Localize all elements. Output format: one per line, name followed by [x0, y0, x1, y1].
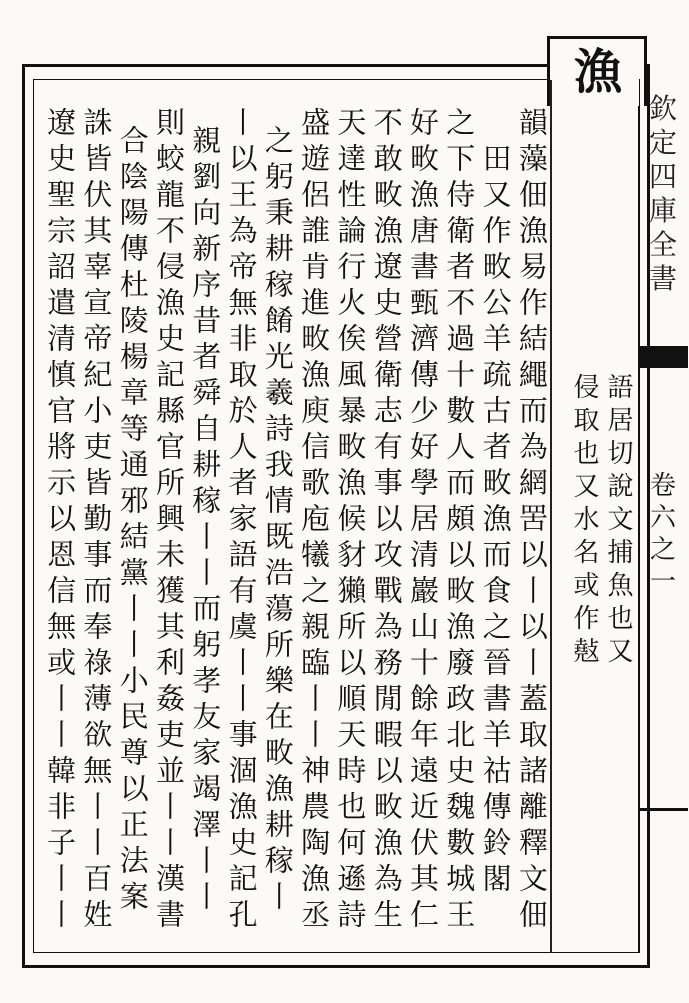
volume-label — [647, 470, 679, 598]
text-column-4: 田又作畋公羊疏古者畋漁而食之晉書羊祜傳鈴閣 — [478, 143, 513, 899]
text-column-7: 不敢畋漁遼史營衛志有事以攻戰為務閒暇以畋漁為生 — [369, 107, 404, 935]
volume-char: 之 — [649, 535, 676, 565]
text-column-16: 遼史聖宗詔遣清慎官將示以恩信無或丨丨韓非子丨丨 — [43, 107, 78, 935]
text-column-11: 丨以王為帝無非取於人者家語有虞丨丨事涸漁史記孔 — [224, 107, 259, 935]
text-column-6: 好畋漁唐書甄濟傳少好學居清巖山十餘年遠近伏其仁 — [406, 107, 440, 935]
book-title-char: 欽 — [648, 92, 677, 125]
fish-tail-mark — [640, 346, 688, 368]
text-column-10: 之躬秉耕稼餚光羲詩我情既浩蕩所樂在畋漁耕稼丨 — [260, 125, 295, 917]
column-divider — [550, 80, 552, 953]
book-title-char: 定 — [648, 126, 677, 159]
lower-fish-tail-mark — [640, 808, 688, 811]
book-title-char: 庫 — [648, 194, 677, 227]
text-column-2: 侵取也又水名或作𢿣 — [569, 372, 599, 670]
volume-char: 卷 — [649, 471, 676, 501]
book-title-char: 全 — [648, 228, 677, 261]
text-column-5: 之下侍衛者不過十數人而頗以畋漁廢政北史魏數城王 — [442, 107, 477, 935]
book-title-char: 書 — [648, 262, 677, 295]
text-column-14: 合陰陽傳杜陵楊章等通邪結黨丨丨小民尊以正法案 — [115, 125, 150, 917]
volume-char: 六 — [649, 503, 676, 533]
text-column-8: 天達性論行火俟風暴畋漁候豺獺所以順天時也何遜詩 — [333, 107, 368, 935]
volume-char: 一 — [649, 567, 676, 597]
heading-character: 漁 — [573, 44, 622, 100]
book-title-char: 四 — [648, 160, 677, 193]
book-title — [647, 92, 679, 296]
text-column-3: 韻藻佃漁易作結繩而為網罟以丨以丨蓋取諸離釋文佃 — [514, 107, 549, 935]
text-column-13: 則蛟龍不侵漁史記縣官所興未獲其利姦吏並丨丨漢書 — [152, 107, 186, 935]
text-column-15: 誅皆伏其辜宣帝紀小吏皆勤事而奉祿薄欲無丨丨百姓 — [79, 107, 114, 935]
text-column-1: 語居切說文捕魚也又 — [603, 372, 633, 670]
text-column-9: 盛遊侶誰肯進畋漁庾信歌庖犧之親臨丨丨神農陶漁丞 — [297, 107, 332, 935]
text-column-12: 親劉向新序昔者舜自耕稼丨丨而躬孝友家竭澤丨丨 — [188, 125, 223, 917]
